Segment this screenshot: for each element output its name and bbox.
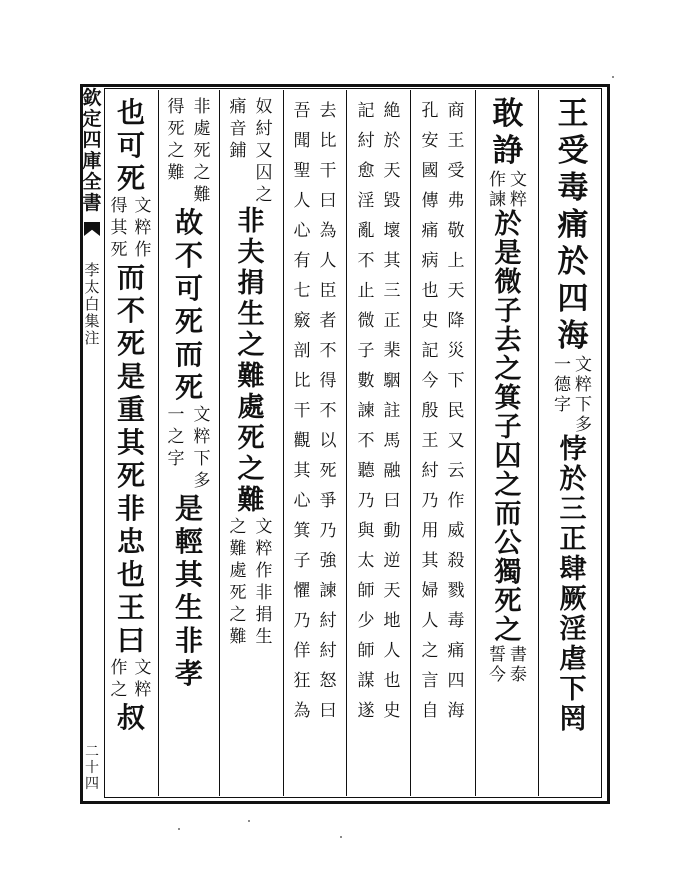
main-text: 叔 [116,701,145,734]
annotation-right: 文 粹 作 [134,196,152,260]
annotation-right: 文 粹 [510,170,527,210]
annotation-right: 文 粹 下 多 [575,355,592,435]
text-column-5 [286,96,344,796]
column-rule [219,90,220,796]
main-text: 而 不 死 是 重 其 死 非 忠 也 王 曰 [116,261,145,657]
speck [248,820,250,822]
main-text: 也 可 死 [116,96,145,195]
annotation-left: 痛 音 鋪 [229,97,247,161]
annotation-pair [109,195,153,261]
annotation-right: 奴 紂 又 囚 之 [255,97,273,205]
speck [178,828,180,830]
column-rule [283,90,284,796]
annotation-left: 作 之 [110,658,128,700]
annotation-left: 作 諫 [489,170,506,210]
text-column-1 [548,96,598,796]
annotation-pair [356,96,402,726]
annotation-right: 書 泰 [510,645,527,685]
text-column-7 [161,96,217,796]
annotation-right: 商 王 受 弗 敬 上 天 降 災 下 民 又 云 作 威 殺 戮 毒 痛 四 海 [447,101,465,721]
annotation-right: 非 處 死 之 難 [193,97,211,205]
column-rule [158,90,159,796]
annotation-left: 得 其 死 [110,196,128,260]
text-column-4 [350,96,408,796]
column-rule [346,90,347,796]
annotation-right: 文 粹 [134,658,152,700]
annotation-left: 之 難 處 死 之 難 [229,517,247,647]
annotation-pair [420,96,466,726]
annotation-left: 一 之 字 [167,405,185,469]
annotation-left: 吾 聞 聖 人 心 有 七 竅 剖 比 干 觀 其 心 箕 子 懼 乃 佯 狂 為 [293,101,311,721]
annotation-right: 絶 於 天 毀 壞 其 三 正 棐 駰 註 馬 融 曰 動 逆 天 地 人 也 史 [383,101,401,721]
annotation-pair [228,96,274,206]
annotation-left: 得 死 之 難 [167,97,185,183]
column-rule [538,90,539,796]
column-rule [410,90,411,796]
main-text: 敢 諍 [492,96,524,169]
main-text: 故 不 可 死 而 死 [174,206,203,404]
annotation-left: 一 德 字 [554,355,571,415]
main-text: 於 是 微 子 去 之 箕 子 囚 之 而 公 獨 死 之 [494,209,522,646]
main-text: 非 夫 捐 生 之 難 處 死 之 難 [237,206,265,516]
annotation-pair [109,657,153,701]
annotation-left: 記 紂 愈 淫 亂 不 止 微 子 數 諫 不 聽 乃 與 太 師 少 師 謀 遂 [357,101,375,721]
text-column-6 [222,96,280,796]
main-text: 王 受 毒 痛 於 四 海 [557,96,589,354]
annotation-right: 去 比 干 曰 為 人 臣 者 不 得 不 以 死 爭 乃 強 諫 紂 紂 怒 曰 [319,101,337,721]
speck [340,836,342,838]
main-text: 悖 於 三 正 肆 厥 淫 虐 下 罔 [559,434,587,735]
column-rule [475,90,476,796]
text-column-8 [106,96,156,796]
fishtail-mark [84,222,100,236]
book-title: 欽 定 四 庫 全 書 [82,87,102,214]
annotation-pair [292,96,338,726]
annotation-pair [553,355,594,435]
annotation-right: 文 粹 作 非 捐 生 [255,517,273,647]
annotation-pair [488,170,529,210]
annotation-right: 文 粹 下 多 [193,405,211,491]
volume-title: 李 太 白 集 注 [84,261,100,347]
annotation-pair [166,96,212,206]
annotation-pair [166,404,212,492]
speck [612,76,614,78]
text-column-2 [480,96,536,796]
main-text: 是 輕 其 生 非 孝 [174,492,203,690]
text-column-3 [414,96,472,796]
annotation-left: 孔 安 國 傳 痛 病 也 史 記 今 殷 王 紂 乃 用 其 婦 人 之 言 自 [421,101,439,721]
page-number: 二 十 四 [85,744,99,792]
annotation-left: 誓 今 [489,645,506,685]
margin-strip [82,88,102,798]
annotation-pair [488,645,529,685]
annotation-pair [228,516,274,648]
